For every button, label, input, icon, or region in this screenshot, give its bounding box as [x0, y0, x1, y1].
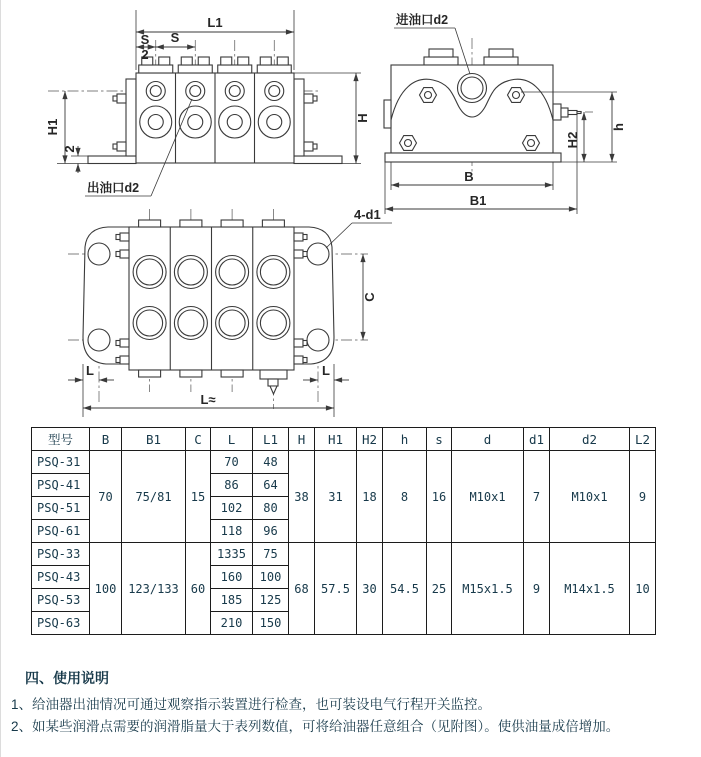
table-cell: 75: [253, 543, 289, 566]
dim-label-2: 2: [62, 145, 77, 153]
table-cell: 18: [357, 451, 383, 543]
header-cell: L: [211, 428, 253, 451]
table-cell: 10: [630, 543, 656, 635]
table-cell: 31: [315, 451, 357, 543]
front-view-drawing: [31, 0, 381, 205]
header-cell: L1: [253, 428, 289, 451]
table-cell: 8: [383, 451, 427, 543]
table-cell: 30: [357, 543, 383, 635]
table-cell: 38: [289, 451, 315, 543]
table-cell: 68: [289, 543, 315, 635]
table-cell: 1335: [211, 543, 253, 566]
header-cell: d: [452, 428, 524, 451]
table-cell: 9: [524, 543, 550, 635]
usage-notes-section: [11, 668, 696, 738]
header-cell: d1: [524, 428, 550, 451]
header-cell: H: [289, 428, 315, 451]
holes-label: 4-d1: [354, 207, 381, 222]
dim-label-l-total: L≈: [200, 392, 216, 407]
table-cell: 185: [211, 589, 253, 612]
outlet-port-label: 出油口d2: [87, 181, 140, 195]
dim-label-h: H: [355, 113, 370, 123]
dim-label-l-left: L: [86, 363, 94, 378]
table-cell: M14x1.5: [550, 543, 630, 635]
dim-label-b: B: [464, 169, 474, 184]
dim-label-l-right: L: [322, 363, 330, 378]
dim-label-h2: H2: [565, 131, 580, 149]
table-cell: 86: [211, 474, 253, 497]
table-cell: 80: [253, 497, 289, 520]
dim-label-l1: L1: [207, 15, 223, 30]
header-cell: 型号: [32, 428, 90, 451]
header-cell: L2: [630, 428, 656, 451]
table-row: [32, 451, 656, 474]
dim-label-s: S: [170, 30, 180, 45]
table-cell: 96: [253, 520, 289, 543]
dim-label-s-half-den: 2: [141, 47, 149, 62]
header-cell: C: [186, 428, 211, 451]
dimension-table: [31, 427, 656, 635]
table-cell: 60: [186, 543, 211, 635]
dim-label-c: C: [362, 292, 377, 302]
side-view-body: [384, 49, 581, 162]
table-cell: PSQ-53: [32, 589, 90, 612]
usage-notes-title: 四、使用说明: [25, 670, 109, 686]
header-cell: B1: [122, 428, 186, 451]
table-cell: PSQ-61: [32, 520, 90, 543]
table-cell: 160: [211, 566, 253, 589]
table-cell: 210: [211, 612, 253, 635]
table-cell: M10x1: [452, 451, 524, 543]
table-cell: 15: [186, 451, 211, 543]
table-cell: 118: [211, 520, 253, 543]
table-cell: PSQ-31: [32, 451, 90, 474]
table-cell: PSQ-33: [32, 543, 90, 566]
table-cell: 48: [253, 451, 289, 474]
header-cell: B: [90, 428, 122, 451]
table-cell: 16: [427, 451, 452, 543]
side-view-drawing: [381, 0, 701, 230]
table-cell: PSQ-43: [32, 566, 90, 589]
table-cell: 100: [253, 566, 289, 589]
table-cell: PSQ-51: [32, 497, 90, 520]
table-cell: 70: [90, 451, 122, 543]
plan-view-drawing: [56, 197, 401, 427]
table-header-row: [32, 428, 656, 451]
table-cell: 100: [90, 543, 122, 635]
header-cell: s: [427, 428, 452, 451]
usage-note-item: 1、给油器出油情况可通过观察指示装置进行检查，也可装设电气行程开关监控。: [11, 697, 492, 712]
header-cell: d2: [550, 428, 630, 451]
plan-view-blocks: [116, 220, 307, 394]
usage-note-item: 2、如某些润滑点需要的润滑脂量大于表列数值，可将给油器任意组合（见附图）。使供油量成倍增加。: [11, 719, 620, 734]
header-cell: H1: [315, 428, 357, 451]
header-cell: h: [383, 428, 427, 451]
table-cell: 75/81: [122, 451, 186, 543]
table-cell: M10x1: [550, 451, 630, 543]
table-cell: 7: [524, 451, 550, 543]
table-row: [32, 543, 656, 566]
table-cell: 150: [253, 612, 289, 635]
table-cell: 54.5: [383, 543, 427, 635]
dim-label-h1: H1: [45, 118, 60, 136]
header-cell: H2: [357, 428, 383, 451]
table-cell: M15x1.5: [452, 543, 524, 635]
table-cell: 125: [253, 589, 289, 612]
table-cell: PSQ-63: [32, 612, 90, 635]
table-cell: PSQ-41: [32, 474, 90, 497]
inlet-port-label: 进油口d2: [396, 13, 449, 27]
dim-label-b1: B1: [469, 193, 487, 208]
table-cell: 64: [253, 474, 289, 497]
table-cell: 102: [211, 497, 253, 520]
table-cell: 123/133: [122, 543, 186, 635]
table-cell: 70: [211, 451, 253, 474]
table-cell: 9: [630, 451, 656, 543]
dim-label-h-small: h: [611, 123, 626, 131]
table-cell: 25: [427, 543, 452, 635]
table-cell: 57.5: [315, 543, 357, 635]
front-view-body: [136, 57, 294, 163]
dim-label-s-half-num: S: [140, 32, 150, 47]
